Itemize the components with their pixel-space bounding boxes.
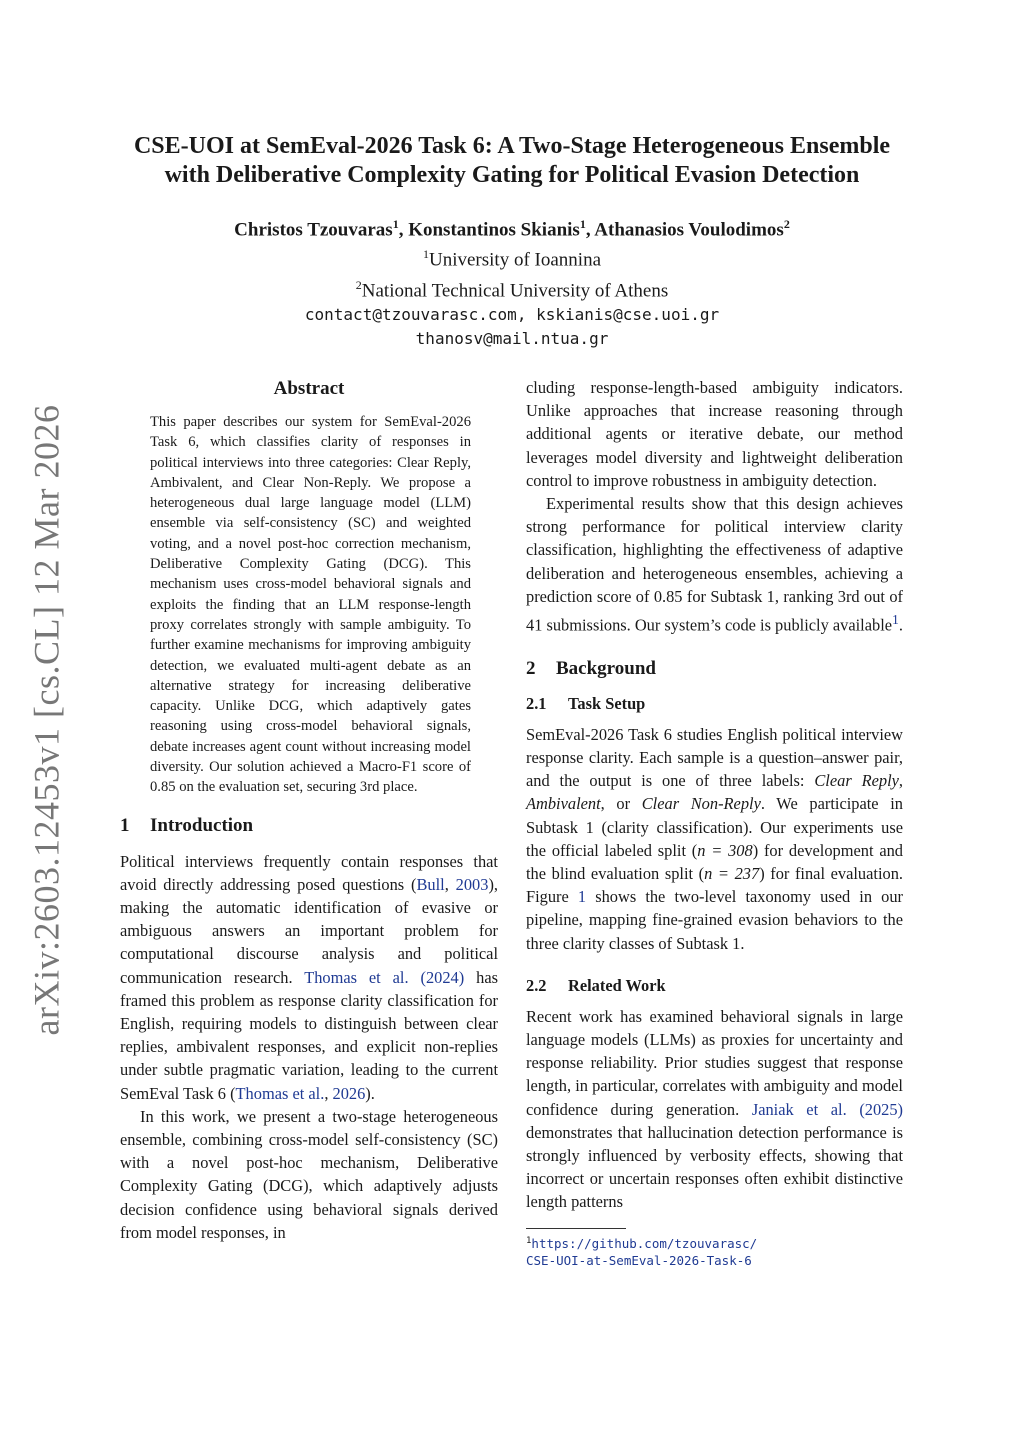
- abstract-heading: Abstract: [273, 378, 345, 399]
- split-size-dev: n = 308: [697, 840, 753, 860]
- intro-p1-text-b: ), making the automatic identification of evasive or ambiguous answers an important problem for computational discourse analysis and political communication research.: [120, 874, 498, 987]
- intro-p1-text-a: Political interviews frequently contain responses that avoid directly addressing posed questions (: [120, 851, 498, 894]
- citation-bull-year[interactable]: 2003: [455, 874, 489, 894]
- section-background-heading: [526, 657, 903, 681]
- arxiv-stamp: [6, 404, 86, 1036]
- author-2-affil: 1: [579, 217, 586, 231]
- author-2: Konstantinos Skianis: [408, 219, 580, 241]
- subsection-number: 2.1: [526, 693, 547, 713]
- intro-paragraph-2: In this work, we present a two-stage heterogeneous ensemble, combining cross-model self-consistency (SC) with a novel post-hoc mechanism, Deliberative Complexity Gating (DCG), which adaptively adjusts decision confidence using behavioral signals derived from model responses, in: [120, 1106, 498, 1242]
- footnote-marker[interactable]: 1: [892, 612, 899, 628]
- related-work-text-b: demonstrates that hallucination detection performance is strongly influenced by verbosity effects, showing that incorrect or uncertain responses often exhibit distinctive length patterns: [526, 1122, 903, 1212]
- author-sep: ,: [398, 219, 409, 241]
- author-3-affil: 2: [783, 217, 790, 231]
- related-work-paragraph: [526, 1005, 903, 1214]
- abstract-text: This paper describes our system for SemEval-2026 Task 6, which classifies clarity of responses in political interviews into three categories: Clear Reply, Ambivalent, and Clear Non-Reply. We propose a heterogeneous dual large language model (LLM) ensemble via self-consistency (SC) and weighted voting, and a novel post-hoc correction mechanism, Deliberative Complexity Gating (DCG). This mechanism uses cross-model behavioral signals and exploits the finding that an LLM response-length proxy correlates strongly with sample ambiguity. To further examine mechanisms for improving ambiguity detection, we evaluated multi-agent debate as an alternative strategy for increasing deliberative capacity. Unlike DCG, which adaptively gates reasoning using cross-model behavioral signals, debate increases agent count without increasing model diversity. Our solution achieved a Macro-F1 score of 0.85 on the evaluation set, securing 3rd place.: [150, 414, 471, 796]
- paper-title: [100, 132, 924, 190]
- subsection-task-setup-heading: [526, 693, 903, 715]
- subsection-title: Related Work: [568, 975, 666, 995]
- task-setup-text-e: shows the two-level taxonomy used in our pipeline, mapping fine-grained evasion behaviors to the three clarity classes of Subtask 1.: [526, 887, 903, 953]
- split-size-eval: n = 237: [704, 863, 760, 883]
- author-1-affil: 1: [392, 217, 399, 231]
- section-introduction-heading: [120, 814, 498, 838]
- citation-thomas-2026-year[interactable]: 2026: [332, 1083, 366, 1103]
- figure-1-ref[interactable]: 1: [577, 887, 587, 907]
- task-setup-text-c: ) for development and the blind evaluation split (: [526, 840, 903, 883]
- citation-bull[interactable]: Bull: [416, 874, 445, 894]
- arxiv-id: arXiv:2603.12453v1 [cs.CL] 12 Mar 2026: [26, 404, 67, 1036]
- citation-thomas-2024-year[interactable]: (2024): [420, 967, 465, 987]
- affiliation-2-num: 2: [355, 277, 362, 292]
- affiliation-2: [100, 273, 924, 303]
- task-setup-paragraph: [526, 723, 903, 955]
- section-title: Introduction: [150, 814, 254, 836]
- affiliation-2-name: National Technical University of Athens: [361, 279, 669, 301]
- author-3: Athanasios Voulodimos: [594, 219, 784, 241]
- citation-janiak[interactable]: Janiak et al.: [751, 1099, 847, 1119]
- subsection-title: Task Setup: [568, 693, 646, 713]
- intro-p3-end: .: [898, 615, 903, 635]
- section-number: 1: [120, 814, 130, 836]
- intro-p1-text-c: has framed this problem as response clarity classification for English, requiring models to distinguish between clear replies, ambivalent responses, and explicit non-replies under subtle pragmatic variation, leading to the current SemEval Task 6 (: [120, 967, 498, 1103]
- email-line-1[interactable]: contact@tzouvarasc.com, kskianis@cse.uoi.gr: [304, 304, 720, 324]
- label-clear-non-reply: Clear Non-Reply: [641, 794, 761, 814]
- affiliation-1-num: 1: [422, 247, 429, 262]
- footnote-1[interactable]: [526, 1233, 903, 1269]
- footnote-divider: [526, 1228, 626, 1229]
- footnote-url-line-2[interactable]: CSE-UOI-at-SemEval-2026-Task-6: [526, 1252, 752, 1268]
- section-title: Background: [556, 657, 656, 679]
- footnote-url-line-1[interactable]: https://github.com/tzouvarasc/: [531, 1235, 758, 1251]
- task-setup-or: , or: [600, 794, 642, 814]
- task-setup-comma: ,: [898, 771, 904, 791]
- task-setup-text-b: . We participate in Subtask 1 (clarity classification). Our experiments use the official labeled split (: [526, 794, 903, 860]
- intro-paragraph-2-continued: cluding response-length-based ambiguity indicators. Unlike approaches that increase reasoning through additional agents or iterative debate, our method leverages model diversity and lightweight deliberation control to improve robustness in ambiguity detection.: [526, 378, 903, 490]
- intro-p1-text-d: ).: [365, 1083, 375, 1103]
- left-column: [120, 376, 498, 1244]
- author-block: [100, 212, 924, 351]
- title-line-2: with Deliberative Complexity Gating for Political Evasion Detection: [164, 162, 860, 188]
- footnote-number: 1: [526, 1235, 532, 1246]
- label-ambivalent: Ambivalent: [526, 794, 601, 814]
- label-clear-reply: Clear Reply: [814, 771, 899, 791]
- intro-paragraph-1: Political interviews frequently contain responses that avoid directly addressing posed questions (Bull, 2003), making the automatic identification of evasive or ambiguous answers an important problem for computational discourse analysis and political communication research. Thomas et al. (2024) has framed this problem as response clarity classification for English, requiring models to distinguish between clear replies, ambivalent responses, and explicit non-replies under subtle pragmatic variation, leading to the current SemEval Task 6 (Thomas et al., 2026).: [120, 851, 498, 1103]
- section-number: 2: [526, 657, 536, 679]
- author-sep: ,: [585, 219, 595, 241]
- affiliation-1: [100, 242, 924, 272]
- intro-p3-text: Experimental results show that this design achieves strong performance for political interview clarity classification, highlighting the effectiveness of adaptive deliberation and heterogeneous ensembles, achieving a prediction score of 0.85 for Subtask 1, ranking 3rd out of 41 submissions. Our system’s code is publicly available: [526, 494, 903, 635]
- right-column: [526, 376, 903, 1269]
- author-names: [100, 212, 924, 242]
- subsection-related-work-heading: [526, 975, 903, 997]
- intro-paragraph-3: [526, 492, 903, 637]
- title-line-1: CSE-UOI at SemEval-2026 Task 6: A Two-Stage Heterogeneous Ensemble: [133, 133, 891, 159]
- email-line-2[interactable]: thanosv@mail.ntua.gr: [415, 328, 609, 348]
- related-work-text-a: Recent work has examined behavioral signals in large language models (LLMs) as proxies for uncertainty and response reliability. Prior studies suggest that response length, in particular, correlates with ambiguity and model confidence during generation.: [526, 1006, 903, 1119]
- author-1: Christos Tzouvaras: [234, 219, 393, 241]
- affiliation-1-name: University of Ioannina: [428, 249, 601, 271]
- citation-janiak-year[interactable]: (2025): [859, 1099, 904, 1119]
- task-setup-text-d: ) for final evaluation. Figure: [526, 863, 903, 907]
- citation-thomas-2024[interactable]: Thomas et al.: [304, 967, 409, 987]
- task-setup-text-a: SemEval-2026 Task 6 studies English political interview response clarity. Each sample is a question–answer pair, and the output is one of three labels:: [526, 724, 903, 791]
- subsection-number: 2.2: [526, 975, 547, 995]
- citation-thomas-2026[interactable]: Thomas et al.: [235, 1083, 325, 1103]
